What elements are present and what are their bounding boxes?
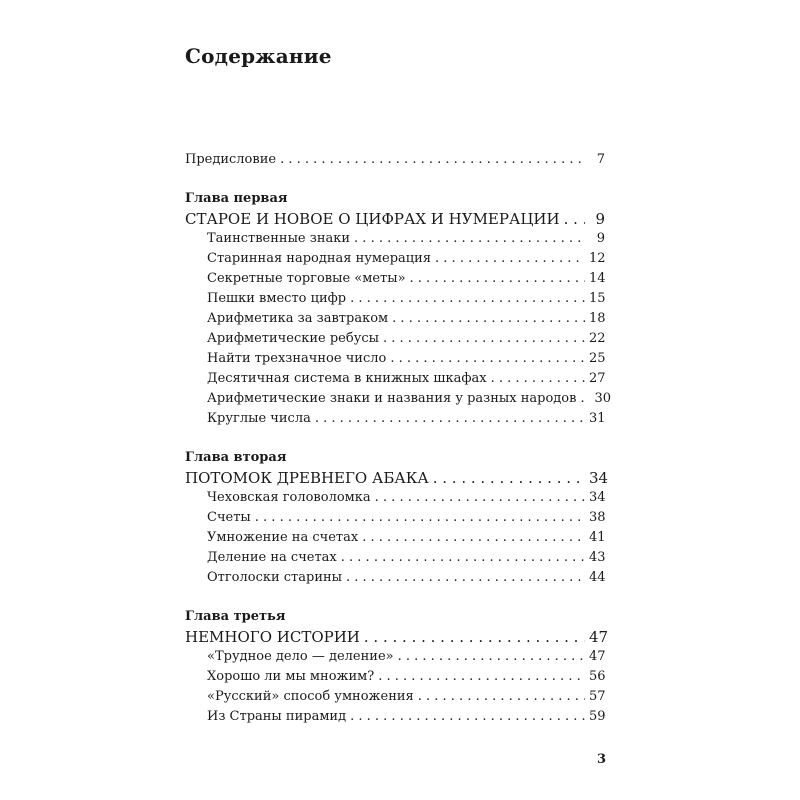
toc-entry-page: 44	[589, 570, 606, 585]
toc-entry-title: Счеты	[207, 510, 251, 525]
toc-entry[interactable]	[185, 508, 605, 528]
dot-leader	[580, 389, 590, 409]
dot-leader	[350, 707, 585, 727]
toc-entry-page: 18	[589, 311, 606, 326]
dot-leader	[378, 667, 585, 687]
toc-entry-page: 12	[589, 251, 606, 266]
toc-entry-page: 43	[589, 550, 606, 565]
chapter-label: Глава первая	[185, 191, 288, 206]
page-number: 3	[597, 752, 607, 767]
page-title: Содержание	[185, 44, 332, 68]
toc-entry-page: 31	[589, 411, 606, 426]
toc-entry-page: 38	[589, 510, 606, 525]
dot-leader	[418, 687, 585, 707]
toc-entry-title: Десятичная система в книжных шкафах	[207, 371, 487, 386]
dot-leader	[315, 409, 585, 429]
dot-leader	[433, 468, 585, 488]
toc-entry-page: 34	[589, 469, 609, 487]
chapter-label: Глава вторая	[185, 450, 287, 465]
toc-entry[interactable]	[185, 528, 605, 548]
toc-entry-title: Умножение на счетах	[207, 530, 359, 545]
dot-leader	[564, 209, 585, 229]
dot-leader	[350, 289, 585, 309]
chapter-label: Глава третья	[185, 609, 286, 624]
toc-entry-title: Секретные торговые «меты»	[207, 271, 406, 286]
toc-entry-page: 27	[589, 371, 606, 386]
toc-entry[interactable]	[185, 369, 605, 389]
dot-leader	[375, 488, 585, 508]
toc-entry-page: 57	[589, 689, 606, 704]
table-of-contents	[185, 150, 611, 727]
toc-entry[interactable]	[185, 568, 605, 588]
dot-leader	[390, 349, 585, 369]
toc-entry-title: «Трудное дело — деление»	[207, 649, 394, 664]
toc-entry[interactable]	[185, 667, 605, 687]
toc-entry[interactable]	[185, 229, 605, 249]
dot-leader	[392, 309, 585, 329]
toc-entry-title: Старинная народная нумерация	[207, 251, 432, 266]
toc-entry-title: Арифметические знаки и названия у разных народов	[207, 391, 577, 406]
dot-leader	[354, 229, 585, 249]
toc-entry-page: 59	[589, 709, 606, 724]
toc-entry-page: 56	[589, 669, 606, 684]
toc-entry-page: 14	[589, 271, 606, 286]
toc-entry-page: 34	[589, 490, 606, 505]
toc-entry-title: Отголоски старины	[207, 570, 342, 585]
toc-entry-page: 41	[589, 530, 606, 545]
toc-entry-title: Таинственные знаки	[207, 231, 351, 246]
toc-entry-page: 9	[596, 231, 605, 246]
dot-leader	[410, 269, 585, 289]
toc-entry[interactable]	[185, 349, 605, 369]
toc-entry-title: Пешки вместо цифр	[207, 291, 347, 306]
toc-entry[interactable]	[185, 389, 611, 409]
toc-entry-title: Хорошо ли мы множим?	[207, 669, 375, 684]
dot-leader	[346, 568, 585, 588]
toc-entry-title: Арифметика за завтраком	[207, 311, 389, 326]
chapter-name: СТАРОЕ И НОВОЕ О ЦИФРАХ И НУМЕРАЦИИ	[185, 210, 560, 228]
toc-entry-page: 47	[589, 649, 606, 664]
toc-entry-title: Деление на счетах	[207, 550, 337, 565]
toc-entry[interactable]	[185, 309, 605, 329]
chapter-2	[185, 448, 609, 588]
toc-entry-title: Из Страны пирамид	[207, 709, 347, 724]
dot-leader	[435, 249, 585, 269]
toc-entry-title: «Русский» способ умножения	[207, 689, 414, 704]
toc-entry[interactable]	[185, 707, 605, 727]
dot-leader	[341, 548, 585, 568]
dot-leader	[362, 528, 585, 548]
toc-entry-title: Найти трехзначное число	[207, 351, 387, 366]
toc-entry-page: 15	[589, 291, 606, 306]
dot-leader	[255, 508, 585, 528]
dot-leader	[280, 150, 585, 170]
toc-entry[interactable]	[185, 329, 605, 349]
chapter-name: ПОТОМОК ДРЕВНЕГО АБАКА	[185, 469, 429, 487]
chapter-name: НЕМНОГО ИСТОРИИ	[185, 628, 360, 646]
toc-entry-title: Круглые числа	[207, 411, 311, 426]
toc-entry[interactable]	[185, 249, 605, 269]
toc-entry[interactable]	[185, 289, 605, 309]
toc-entry-page: 25	[589, 351, 606, 366]
toc-entry[interactable]	[185, 687, 605, 707]
dot-leader	[364, 627, 585, 647]
toc-entry-page: 47	[589, 628, 609, 646]
dot-leader	[491, 369, 585, 389]
toc-entry-page: 22	[589, 331, 606, 346]
toc-entry-title: Арифметические ребусы	[207, 331, 379, 346]
toc-entry-page: 9	[595, 210, 605, 228]
chapter-heading[interactable]	[185, 627, 609, 647]
chapter-heading[interactable]	[185, 468, 609, 488]
chapter-3	[185, 607, 609, 727]
toc-entry[interactable]	[185, 269, 605, 289]
toc-entry[interactable]	[185, 488, 605, 508]
toc-entry-title: Чеховская головоломка	[207, 490, 371, 505]
toc-entry[interactable]	[185, 647, 605, 667]
chapter-1	[185, 189, 611, 429]
toc-entry-preface[interactable]	[185, 150, 605, 170]
toc-entry-page: 30	[594, 391, 611, 406]
toc-entry-title: Предисловие	[185, 152, 277, 167]
dot-leader	[398, 647, 585, 667]
toc-entry[interactable]	[185, 548, 605, 568]
toc-entry-page: 7	[596, 152, 605, 167]
chapter-heading[interactable]	[185, 209, 605, 229]
dot-leader	[383, 329, 585, 349]
toc-entry[interactable]	[185, 409, 605, 429]
